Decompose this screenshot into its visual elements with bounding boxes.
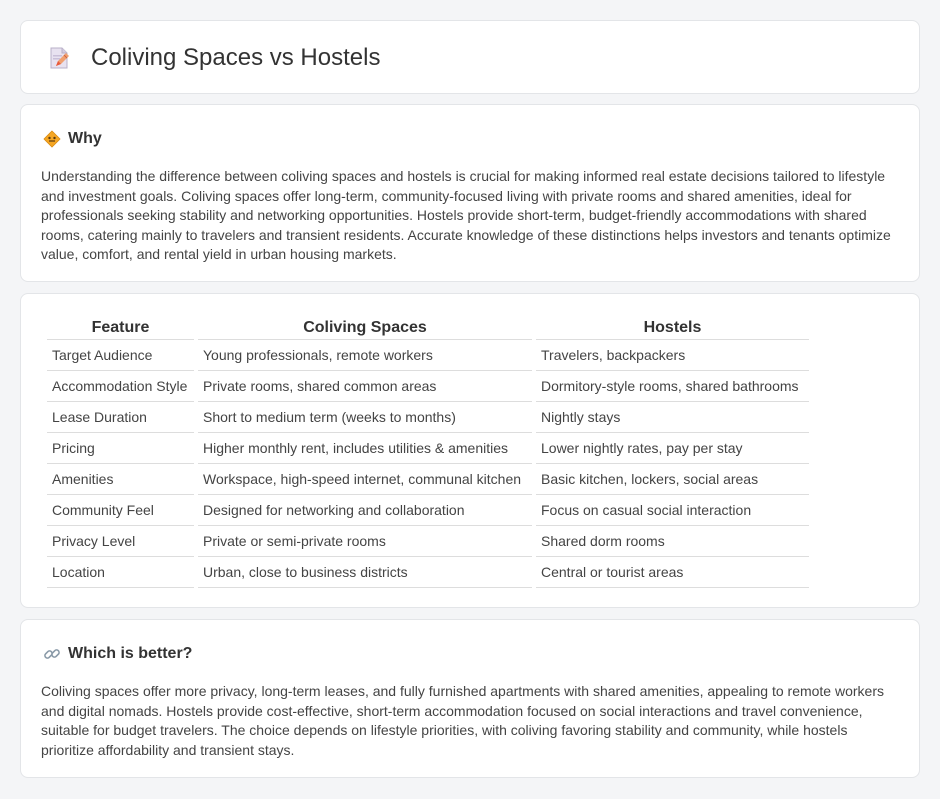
cell-coliving: Private or semi-private rooms — [198, 526, 532, 557]
table-row — [47, 526, 809, 557]
table-row — [47, 402, 809, 433]
why-heading: Why — [68, 130, 102, 147]
cell-feature: Privacy Level — [47, 526, 194, 557]
cell-hostels: Central or tourist areas — [536, 557, 809, 588]
document-pencil-icon — [47, 46, 71, 70]
cell-feature: Amenities — [47, 464, 194, 495]
cell-feature: Location — [47, 557, 194, 588]
table-row — [47, 464, 809, 495]
cell-feature: Target Audience — [47, 340, 194, 371]
table-row — [47, 433, 809, 464]
table-row — [47, 495, 809, 526]
better-heading: Which is better? — [68, 645, 193, 662]
why-header — [21, 105, 919, 151]
better-text: Coliving spaces offer more privacy, long-term leases, and fully furnished apartments with shared amenities, appealing to remote workers and digital nomads. Hostels provide cost-effective, short-term accommodation focused on social interactions and travel convenience, suitable for budget travelers. The choice depends on lifestyle priorities, with coliving favoring stability and community, while hostels prioritize affordability and transient stays. — [41, 683, 884, 758]
cell-coliving: Short to medium term (weeks to months) — [198, 402, 532, 433]
table-row — [47, 371, 809, 402]
cell-feature: Lease Duration — [47, 402, 194, 433]
cell-coliving: Designed for networking and collaboration — [198, 495, 532, 526]
diamond-sign-icon — [43, 130, 61, 148]
why-text: Understanding the difference between coliving spaces and hostels is crucial for making informed real estate decisions tailored to lifestyle and investment goals. Coliving spaces offer long-term, community-focused living with private rooms and shared amenities, ideal for professionals seeking stability and networking opportunities. Hostels provide short-term, budget-friendly accommodations with shared rooms, catering mainly to travelers and transient residents. Accurate knowledge of these distinctions helps investors and tenants optimize value, comfort, and rental yield in urban housing markets. — [41, 168, 891, 262]
title-card — [20, 20, 920, 94]
which-is-better-section — [20, 619, 920, 778]
cell-coliving: Private rooms, shared common areas — [198, 371, 532, 402]
cell-hostels: Focus on casual social interaction — [536, 495, 809, 526]
cell-hostels: Lower nightly rates, pay per stay — [536, 433, 809, 464]
comparison-table — [43, 318, 813, 588]
cell-feature: Pricing — [47, 433, 194, 464]
page-title: Coliving Spaces vs Hostels — [91, 44, 381, 71]
table-header-row — [47, 318, 809, 340]
cell-coliving: Higher monthly rent, includes utilities & amenities — [198, 433, 532, 464]
comparison-table-card — [20, 293, 920, 608]
cell-coliving: Urban, close to business districts — [198, 557, 532, 588]
header-coliving: Coliving Spaces — [198, 318, 532, 340]
title-row — [21, 21, 919, 95]
header-hostels: Hostels — [536, 318, 809, 340]
cell-coliving: Workspace, high-speed internet, communal kitchen — [198, 464, 532, 495]
cell-hostels: Travelers, backpackers — [536, 340, 809, 371]
cell-feature: Community Feel — [47, 495, 194, 526]
link-icon — [43, 645, 61, 663]
cell-feature: Accommodation Style — [47, 371, 194, 402]
cell-hostels: Dormitory-style rooms, shared bathrooms — [536, 371, 809, 402]
cell-coliving: Young professionals, remote workers — [198, 340, 532, 371]
why-section — [20, 104, 920, 282]
better-header — [21, 620, 919, 666]
cell-hostels: Nightly stays — [536, 402, 809, 433]
cell-hostels: Shared dorm rooms — [536, 526, 809, 557]
table-row — [47, 557, 809, 588]
cell-hostels: Basic kitchen, lockers, social areas — [536, 464, 809, 495]
table-row — [47, 340, 809, 371]
header-feature: Feature — [47, 318, 194, 340]
